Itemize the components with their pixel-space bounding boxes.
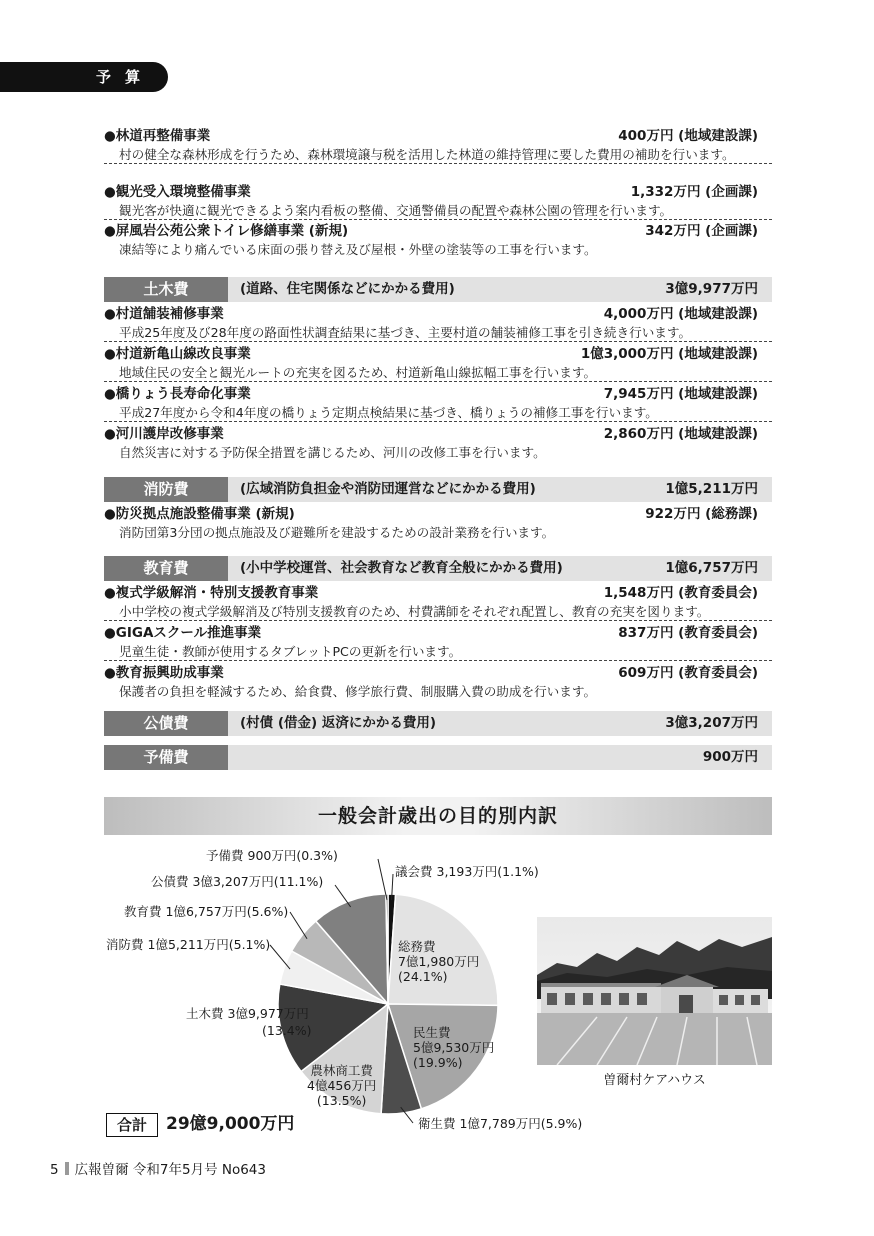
pie-label-doboku-pct: (13.4%) bbox=[262, 1023, 312, 1038]
item-amount: 2,860万円 (地域建設課) bbox=[603, 426, 758, 442]
item-amount: 609万円 (教育委員会) bbox=[618, 665, 758, 681]
section-desc: (広域消防負担金や消防団運営などにかかる費用) bbox=[240, 481, 536, 497]
item-amount: 7,945万円 (地域建設課) bbox=[603, 386, 758, 402]
care-house-photo bbox=[537, 917, 772, 1065]
pie-leader-line bbox=[290, 912, 307, 939]
item-desc: 平成27年度から令和4年度の橋りょう定期点検結果に基づき、橋りょうの補修工事を行います。 bbox=[119, 405, 658, 420]
item-desc: 児童生徒・教師が使用するタブレットPCの更新を行います。 bbox=[119, 644, 462, 659]
page-footer bbox=[50, 1161, 266, 1179]
section-bar-doboku bbox=[104, 277, 772, 302]
publication-name: 広報曽爾 令和7年5月号 No643 bbox=[74, 1162, 266, 1178]
item-title: ●林道再整備事業 bbox=[104, 128, 211, 144]
section-tab: 予算 bbox=[0, 62, 168, 92]
item-title: ●GIGAスクール推進事業 bbox=[104, 625, 262, 641]
item-title: ●村道新亀山線改良事業 bbox=[104, 346, 251, 362]
section-amount: 1億5,211万円 bbox=[665, 481, 758, 497]
pie-label-eisei: 衛生費 1億7,789万円(5.9%) bbox=[418, 1116, 583, 1131]
section-bar-kosai bbox=[104, 711, 772, 736]
item-title: ●橋りょう長寿命化事業 bbox=[104, 386, 251, 402]
item-title: ●教育振興助成事業 bbox=[104, 665, 224, 681]
pie-label-kosai: 公債費 3億3,207万円(11.1%) bbox=[151, 874, 324, 889]
chart-title: 一般会計歳出の目的別内訳 bbox=[104, 797, 772, 835]
item-amount: 922万円 (総務課) bbox=[645, 506, 758, 522]
budget-item bbox=[104, 127, 772, 164]
budget-item bbox=[104, 222, 772, 258]
section-desc: (村債 (借金) 返済にかかる費用) bbox=[240, 715, 437, 731]
budget-item bbox=[104, 345, 772, 382]
item-amount: 342万円 (企画課) bbox=[645, 223, 758, 239]
section-bar-shobo bbox=[104, 477, 772, 502]
pie-label-yobi: 予備費 900万円(0.3%) bbox=[206, 848, 338, 863]
item-title: ●村道舗装補修事業 bbox=[104, 306, 224, 322]
item-desc: 自然災害に対する予防保全措置を講じるため、河川の改修工事を行います。 bbox=[119, 445, 546, 460]
total-value: 29億9,000万円 bbox=[166, 1114, 295, 1134]
footer-divider bbox=[65, 1162, 69, 1175]
section-amount: 3億3,207万円 bbox=[665, 715, 758, 731]
item-amount: 400万円 (地域建設課) bbox=[618, 128, 758, 144]
item-amount: 1,332万円 (企画課) bbox=[630, 184, 758, 200]
item-desc: 保護者の負担を軽減するため、給食費、修学旅行費、制服購入費の助成を行います。 bbox=[119, 684, 597, 699]
budget-item bbox=[104, 624, 772, 661]
pie-inlabel-somu: 総務費 7億1,980万円 (24.1%) bbox=[398, 939, 480, 984]
item-title: ●屏風岩公苑公衆トイレ修繕事業 (新規) bbox=[104, 223, 349, 239]
budget-item bbox=[104, 584, 772, 621]
budget-item bbox=[104, 305, 772, 342]
section-label: 予備費 bbox=[104, 745, 228, 770]
item-amount: 1億3,000万円 (地域建設課) bbox=[580, 346, 758, 362]
item-desc: 地域住民の安全と観光ルートの充実を図るため、村道新亀山線拡幅工事を行います。 bbox=[119, 365, 597, 380]
pie-leader-line bbox=[270, 945, 290, 969]
section-label: 土木費 bbox=[104, 277, 228, 302]
total-label: 合計 bbox=[106, 1113, 158, 1137]
item-amount: 4,000万円 (地域建設課) bbox=[603, 306, 758, 322]
section-desc: (小中学校運営、社会教育など教育全般にかかる費用) bbox=[240, 560, 563, 576]
item-amount: 837万円 (教育委員会) bbox=[618, 625, 758, 641]
item-title: ●観光受入環境整備事業 bbox=[104, 184, 251, 200]
item-amount: 1,548万円 (教育委員会) bbox=[603, 585, 758, 601]
section-label: 消防費 bbox=[104, 477, 228, 502]
item-desc: 小中学校の複式学級解消及び特別支援教育のため、村費講師をそれぞれ配置し、教育の充実を図ります。 bbox=[119, 604, 710, 619]
section-desc: (道路、住宅関係などにかかる費用) bbox=[240, 281, 455, 297]
item-title: ●複式学級解消・特別支援教育事業 bbox=[104, 585, 319, 601]
item-desc: 凍結等により痛んでいる床面の張り替え及び屋根・外壁の塗装等の工事を行います。 bbox=[119, 242, 597, 257]
pie-label-gikai: 議会費 3,193万円(1.1%) bbox=[395, 864, 539, 879]
section-label: 教育費 bbox=[104, 556, 228, 581]
item-desc: 消防団第3分団の拠点施設及び避難所を建設するための設計業務を行います。 bbox=[119, 525, 555, 540]
item-title: ●防災拠点施設整備事業 (新規) bbox=[104, 506, 295, 522]
pie-label-kyoiku: 教育費 1億6,757万円(5.6%) bbox=[124, 904, 289, 919]
section-amount: 1億6,757万円 bbox=[665, 560, 758, 576]
budget-item bbox=[104, 664, 772, 700]
pie-inlabel-norin: 農林商工費 4億456万円 (13.5%) bbox=[307, 1063, 377, 1108]
budget-item bbox=[104, 385, 772, 422]
item-desc: 村の健全な森林形成を行うため、森林環境譲与税を活用した林道の維持管理に要した費用の補助を行います。 bbox=[119, 147, 735, 162]
pie-label-doboku: 土木費 3億9,977万円 bbox=[186, 1006, 309, 1021]
pie-label-shobo: 消防費 1億5,211万円(5.1%) bbox=[106, 937, 271, 952]
section-label: 公債費 bbox=[104, 711, 228, 736]
item-desc: 平成25年度及び28年度の路面性状調査結果に基づき、主要村道の舗装補修工事を引き続き行います。 bbox=[119, 325, 692, 340]
item-desc: 観光客が快適に観光できるよう案内看板の整備、交通警備員の配置や森林公園の管理を行います。 bbox=[119, 203, 673, 218]
budget-item bbox=[104, 183, 772, 220]
page-number: 5 bbox=[50, 1162, 59, 1178]
photo-caption: 曽爾村ケアハウス bbox=[603, 1073, 706, 1088]
section-amount: 900万円 bbox=[702, 749, 758, 765]
section-bar-yobi bbox=[104, 745, 772, 770]
section-bar-kyoiku bbox=[104, 556, 772, 581]
section-amount: 3億9,977万円 bbox=[665, 281, 758, 297]
budget-item bbox=[104, 425, 772, 461]
budget-item bbox=[104, 505, 772, 541]
pie-inlabel-minsei: 民生費 5億9,530万円 (19.9%) bbox=[413, 1025, 495, 1070]
item-title: ●河川護岸改修事業 bbox=[104, 426, 224, 442]
